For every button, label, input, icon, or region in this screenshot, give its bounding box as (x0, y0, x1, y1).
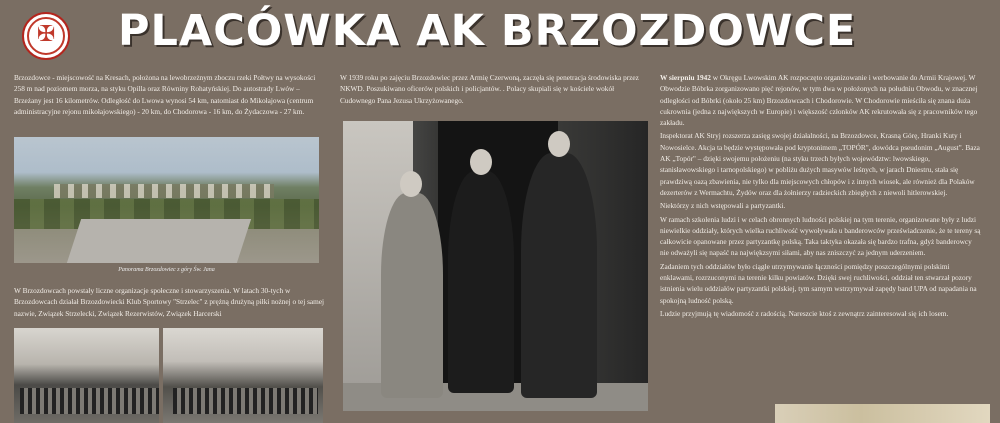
soviet-occupation-paragraph: W 1939 roku po zajęciu Brzozdowiec przez Armię Czerwoną, zaczęła się penetracja środowiska przez NKWD. Poszukiwano oficerów polskich i policjantów. . Polacy skupiali się w kościele wokół Cudownego Pana Jezusa Ukrzyżowanego. (340, 73, 639, 105)
column-1939 (340, 72, 640, 108)
map-strip (775, 404, 990, 423)
historic-photo-group (163, 328, 323, 423)
ak-paragraph-4: W ramach szkolenia ludzi i w celach obronnych ludności polskiej na tym terenie, organizowane były z ludzi niewielkie oddziały, których wielka ruchliwość wywoływała u banderowców przeświadczenie, że te tereny są całkowicie opanowane przez partyzantkę polską. Taka taktyka okazała się bardzo trafna, gdyż banderowcy nie odważyli się napaść na najwiękzsymi siłami, aby nas zniszczyć za jednym uderzeniem. (660, 214, 981, 258)
man-right (521, 153, 597, 398)
ak-paragraph-5: Zadaniem tych oddziałów było ciągłe utrzymywanie łączności pomiędzy poszczególnymi polskimi enklawami, rozrzuconymi na terenie kilku powiatów. Dzięki swej ruchliwości, oddział ten stwarzał pozory istnienia wielu oddziałów partyzantki polskiej, tym samym wstrzymywał zapędy band UPA od napadania na spokojną ludność polską. (660, 261, 977, 305)
ak-paragraph-2: Inspektorat AK Stryj rozszerza zasięg swojej działalności, na Brzozdowce, Krasną Górę, Hranki Kuty i Nowosielce. Akcja ta będzie występowała pod kryptonimem „TOPÓR", dowódca pseudonim „August". Baza AK „Topór" – dzięki swojemu położeniu (na styku trzech byłych województw: lwowskiego, stanisławowskiego i tarnopolskiego) w pobliżu dużych masywów leśnych, w jarach Dniestru, stała się prawdziwą oazą zbawienia, nie tylko dla miejscowych chłopów i z innych wiosek, ale również dla Polaków dezerterów z Wermachtu, Żydów oraz dla żołnierzy radzieckich zbiegłych z niewoli hitlerowskiej. (660, 131, 980, 197)
three-men-photo (343, 121, 648, 411)
panorama-photo (14, 137, 319, 263)
date-lead: W sierpniu 1942 (660, 73, 711, 82)
column-ak (660, 72, 982, 321)
ak-paragraph-3: Niektórzy z nich wstępowali a partyzantki. (660, 201, 786, 211)
organization-logo (22, 12, 70, 60)
historic-photo-parade (14, 328, 159, 423)
organizations-paragraph-wrap (14, 285, 326, 321)
ak-paragraph-6: Ludzie przyjmują tę wiadomość z radością. Nareszcie ktoś z zewnątrz zainteresował się ich losem. (660, 308, 949, 318)
panorama-caption: Panorama Brzozdowiec z góry Św. Jana (118, 267, 215, 273)
ak-paragraph-1: W sierpniu 1942 w Okręgu Lwowskim AK rozpoczęto organizowanie i werbowanie do Armii Krajowej. W Obwodzie Bóbrka zorganizowano pięć rejonów, w tym dwa w położonych na południu Obwodu, w znacznej odległości od Bóbrki (około 25 km) Brzozdowcach i Chodorowie. W Chodorowie mieściła się znana duża cukrownia (jedna z największych w Europie) i większość członków AK rekrutowała się z pracowników tego zakładu. (660, 73, 978, 128)
man-left (381, 193, 443, 398)
cross-icon: ✠ (37, 22, 56, 47)
column-history (14, 72, 326, 119)
man-center (448, 171, 514, 393)
board-title: PLACÓWKA AK BRZOZDOWCE (118, 6, 857, 56)
organizations-paragraph: W Brzozdowcach powstały liczne organizacje społeczne i stowarzyszenia. W latach 30-tych w Brzozdowcach działał Brzozdowiecki Klub Sportowy "Strzelec" z prężną drużyną piłki nożnej o tej samej nazwie, Związek Strzelecki, Związek Rezerwistów, Związek Harcerski (14, 286, 325, 318)
intro-paragraph: Brzozdowce - miejscowość na Kresach, położona na lewobrzeżnym zboczu rzeki Połtwy na wysokości 258 m nad poziomem morza, na styku Opilla oraz Równiny Rohatyńskiej. Do autostrady Lwów – Brzeżany jest 16 kilometrów. Odległość do Lwowa wynosi 54 km, natomiast do Mikołajowa (centrum administracyjne rejonu mikołajowskiego) - 20 km, do Chodorowa - 16 km, do Żydaczowa - 27 km. (14, 73, 316, 116)
